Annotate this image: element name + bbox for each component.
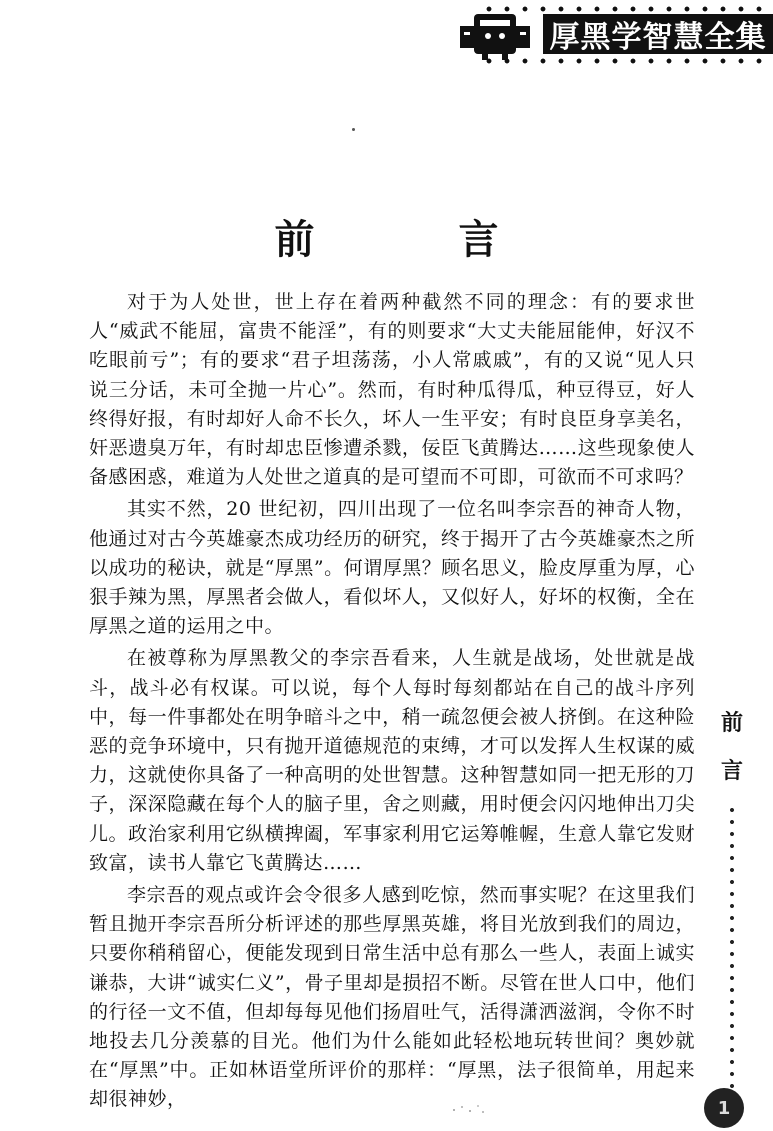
page-title: 前 言 xyxy=(274,217,551,263)
paragraph: 其实不然，20 世纪初，四川出现了一位名叫李宗吾的神奇人物，他通过对古今英雄豪杰成功经历的研究，终于揭开了古今英雄豪杰之所以成功的秘诀，就是“厚黑”。何谓厚黑？顾名思义，脸皮厚重为厚，心狠手辣为黑，厚黑者会做人，看似坏人，又似好人，好坏的权衡，全在厚黑之道的运用之中。 xyxy=(89,498,695,638)
series-title: 厚黑学智慧全集 xyxy=(543,14,773,54)
side-chapter-marker xyxy=(717,700,747,796)
paragraph: 在被尊称为厚黑教父的李宗吾看来，人生就是战场，处世就是战斗，战斗必有权谋。可以说，每个人每时每刻都站在自己的战斗序列中，每一件事都处在明争暗斗之中，稍一疏忽便会被人挤倒。在这种险恶的竞争环境中，只有抛开道德规范的束缚，才可以发挥人生权谋的威力，这就使你具备了一种高明的处世智慧。这种智慧如同一把无形的刀子，深深隐藏在每个人的脑子里，舍之则藏，用时便会闪闪地伸出刀尖儿。政治家利用它纵横捭阖，军事家利用它运筹帷幄，生意人靠它发财致富，读书人靠它飞黄腾达…… xyxy=(89,647,695,874)
body-text xyxy=(89,288,695,1118)
paragraph: 对于为人处世，世上存在着两种截然不同的理念：有的要求世人“威武不能屈，富贵不能淫”，有的则要求“大丈夫能屈能伸，好汉不吃眼前亏”；有的要求“君子坦荡荡，小人常戚戚”，有的又说“见人只说三分话，未可全抛一片心”。然而，有时种瓜得瓜，种豆得豆，好人终得好报，有时却好人命不长久，坏人一生平安；有时良臣身享美名，奸恶遗臭万年，有时却忠臣惨遭杀戮，佞臣飞黄腾达……这些现象使人备感困惑，难道为人处世之道真的是可望而不可即，可欲而不可求吗？ xyxy=(89,291,695,489)
side-title-char: 言 xyxy=(720,759,743,784)
paragraph: 李宗吾的观点或许会令很多人感到吃惊，然而事实呢？在这里我们暂且抛开李宗吾所分析评述的那些厚黑英雄，将目光放到我们的周边，只要你稍稍留心，便能发现到日常生活中总有那么一些人，表面上诚实谦恭，大讲“诚实仁义”，骨子里却是损招不断。尽管在世人口中，他们的行径一文不值，但却每每见他们扬眉吐气，活得潇洒滋润，令你不时地投去几分羡慕的目光。他们为什么能如此轻松地玩转世间？奥妙就在“厚黑”中。正如林语堂所评价的那样：“厚黑，法子很简单，用起来却很神妙， xyxy=(89,884,695,1111)
side-title-char: 前 xyxy=(720,711,743,736)
print-speck xyxy=(352,128,355,131)
side-dot-trail xyxy=(729,804,735,1094)
decorative-dot-row xyxy=(480,56,773,66)
header-banner xyxy=(440,0,773,70)
bronze-vessel-icon xyxy=(460,8,530,60)
page-number: 1 xyxy=(704,1088,744,1128)
scan-smudge xyxy=(448,1102,488,1116)
